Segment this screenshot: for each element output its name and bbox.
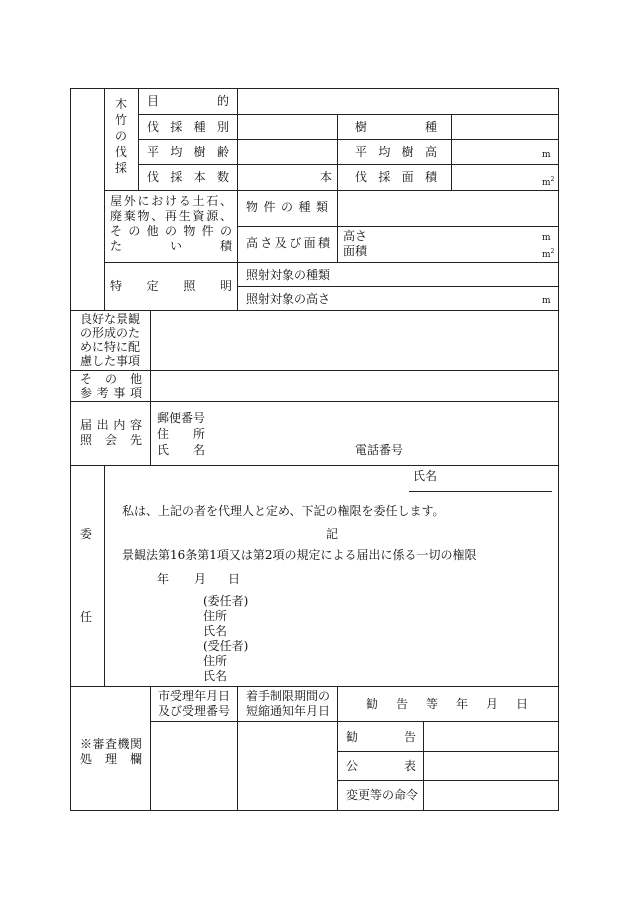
delegatee-label: (受任者) <box>203 639 249 653</box>
landscape-label-line3: めに特に配 <box>80 340 141 354</box>
outdoor-area-label: 面積 <box>343 244 368 258</box>
avg-height-label: 平均樹高 <box>355 145 437 159</box>
delegatee-name: 氏名 <box>203 669 228 683</box>
authority-text: 景観法第16条第1項又は第2項の規定による届出に係る一切の権限 <box>122 548 477 562</box>
postal-label: 郵便番号 <box>157 411 206 425</box>
office-label-line2: 処理欄 <box>80 752 142 766</box>
date-month: 月 <box>194 572 207 586</box>
received-label-line2: 及び受理番号 <box>158 704 231 718</box>
woodcut-group-label: 木竹の伐採 <box>114 97 127 175</box>
order-label: 変更等の命令 <box>346 788 419 802</box>
delegator-label: (委任者) <box>203 594 249 608</box>
target-height-label: 照射対象の高さ <box>246 292 331 306</box>
delegator-address: 住所 <box>203 609 228 623</box>
period-label-line2: 短縮通知年月日 <box>246 704 331 718</box>
avg-age-label: 平均樹齢 <box>147 145 229 159</box>
contact-label-line1: 届出内容 <box>80 418 142 432</box>
landscape-label-line4: 慮した事項 <box>80 354 141 368</box>
contact-label-line2: 照会先 <box>80 433 142 447</box>
other-label-line2: 参考事項 <box>80 386 142 400</box>
address-label: 住 所 <box>157 427 206 441</box>
lighting-label: 特 定 照 明 <box>110 279 232 293</box>
outdoor-label-line1: 屋外における土石、 <box>110 194 232 208</box>
name-label: 氏 名 <box>157 443 206 457</box>
delegation-statement: 私は、上記の者を代理人と定め、下記の権限を委任します。 <box>122 504 445 518</box>
area-label: 伐採面積 <box>355 170 437 184</box>
count-unit: 本 <box>320 170 333 184</box>
outdoor-label-line4c: 積 <box>220 239 233 253</box>
outdoor-label-line3: その他の物件の <box>110 224 232 238</box>
landscape-label-line2: の形成のた <box>80 326 141 340</box>
landscape-label-line1: 良好な景観 <box>80 312 141 326</box>
date-year: 年 <box>157 572 170 586</box>
date-day: 日 <box>228 572 241 586</box>
count-label: 伐採本数 <box>147 170 229 184</box>
received-label-line1: 市受理年月日 <box>158 689 231 703</box>
publish-label: 公 表 <box>346 759 416 773</box>
target-kind-label: 照射対象の種類 <box>246 268 331 282</box>
object-kind-label: 物件の種類 <box>246 200 328 214</box>
other-label-line1: そ の 他 <box>80 372 142 386</box>
outdoor-height-unit: m <box>542 233 551 243</box>
outdoor-area-unit: $m^2$ <box>542 248 555 260</box>
area-unit: $m^2$ <box>542 176 555 188</box>
delegation-label-bottom: 任 <box>80 610 93 624</box>
delegatee-address: 住所 <box>203 654 228 668</box>
ki-label: 記 <box>326 527 339 541</box>
target-height-unit: m <box>542 296 551 306</box>
purpose-label: 目 的 <box>147 94 229 108</box>
office-label-line1: ※審査機関 <box>80 737 142 751</box>
species-label: 樹 種 <box>355 120 437 134</box>
outdoor-label-line4b: い <box>170 239 183 253</box>
advice-label: 勧 告 <box>346 730 416 744</box>
outdoor-label-line4a: た <box>110 239 123 253</box>
outdoor-height-label: 高さ <box>343 229 368 243</box>
delegation-label-top: 委 <box>80 527 93 541</box>
delegator-name: 氏名 <box>203 624 228 638</box>
phone-label: 電話番号 <box>355 443 404 457</box>
method-label: 伐採種別 <box>147 120 229 134</box>
height-area-label: 高さ及び面積 <box>246 236 330 250</box>
advice-date-label: 勧 告 等 年 月 日 <box>366 697 528 711</box>
agent-name-label: 氏名 <box>413 469 438 483</box>
period-label-line1: 着手制限期間の <box>246 689 331 703</box>
avg-height-unit: m <box>542 150 551 160</box>
outdoor-label-line2: 廃棄物、再生資源、 <box>110 209 232 223</box>
